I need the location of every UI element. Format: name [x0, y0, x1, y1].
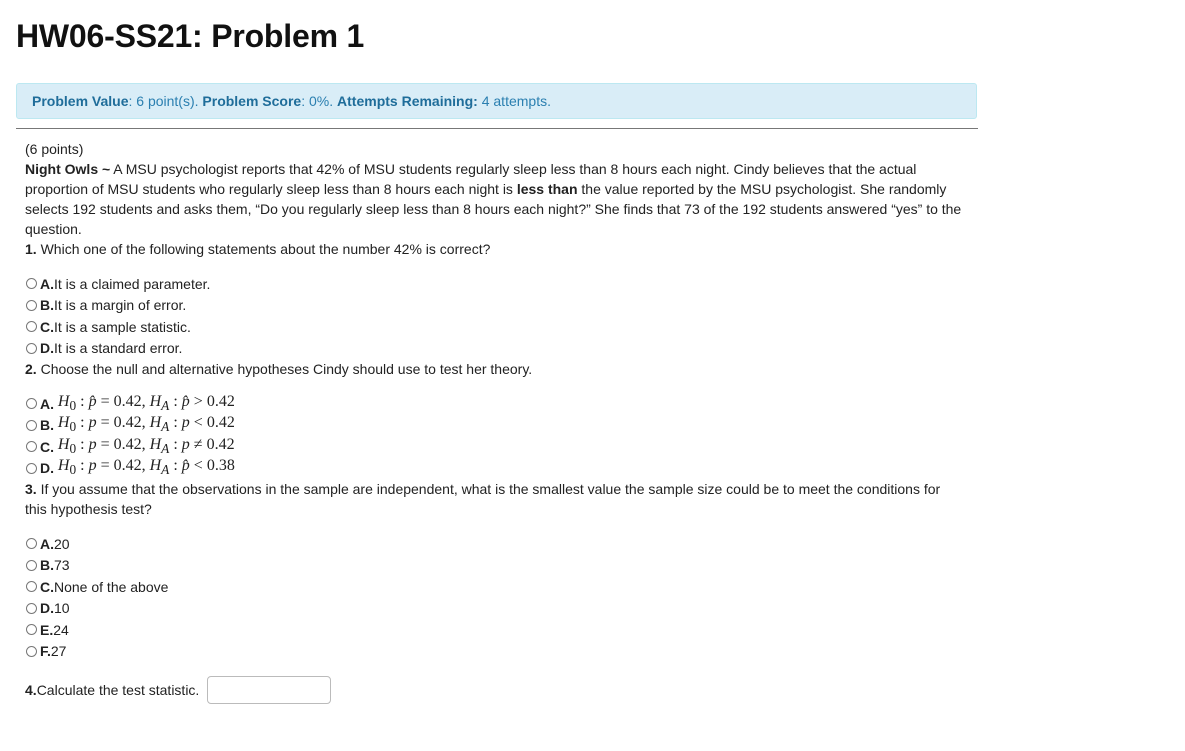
choice-letter: F. — [40, 643, 51, 660]
radio-button[interactable] — [26, 624, 37, 635]
choice-letter: A. — [40, 535, 54, 552]
radio-button[interactable] — [26, 646, 37, 657]
question-text: Which one of the following statements about the number 42% is correct? — [36, 241, 491, 257]
choice-text: 10 — [54, 600, 70, 617]
problem-info-box — [16, 83, 977, 119]
q3-choice-b[interactable] — [25, 555, 965, 577]
q3-choice-e[interactable] — [25, 619, 965, 641]
q1-choice-d[interactable] — [25, 338, 965, 360]
question-2 — [25, 359, 965, 379]
choice-text: 20 — [54, 535, 70, 552]
question-1-choices — [25, 273, 965, 359]
ha-operator: < — [193, 414, 203, 432]
q3-choice-c[interactable] — [25, 576, 965, 598]
choice-letter: B. — [40, 417, 54, 434]
problem-text-part2: the value reported by the MSU psychologist. She randomly selects 192 students and asks them, “Do you regularly sleep less than 8 hours each night?” She finds that 73 of the 192 students answered “yes” to the question. — [25, 181, 962, 237]
divider — [16, 128, 978, 129]
radio-button[interactable] — [26, 463, 37, 474]
radio-button[interactable] — [26, 343, 37, 354]
h0-variable: p — [88, 457, 97, 475]
ha-variable: p̂ — [181, 457, 190, 475]
q2-choice-b[interactable] — [25, 415, 965, 437]
question-number: 2. — [25, 361, 37, 377]
radio-button[interactable] — [26, 581, 37, 592]
question-number: 3. — [25, 481, 37, 497]
q3-choice-d[interactable] — [25, 598, 965, 620]
ha-variable: p — [181, 435, 190, 453]
choice-letter: D. — [40, 600, 54, 617]
question-3-choices — [25, 533, 965, 662]
question-number: 1. — [25, 241, 37, 257]
choice-text: 73 — [54, 557, 70, 574]
question-text: Choose the null and alternative hypotheses Cindy should use to test her theory. — [36, 361, 533, 377]
choice-text: It is a standard error. — [54, 340, 183, 357]
h0-value: 0.42 — [113, 392, 142, 410]
choice-text: None of the above — [54, 578, 169, 595]
radio-button[interactable] — [26, 441, 37, 452]
problem-score-label: Problem Score — [202, 93, 302, 109]
radio-button[interactable] — [26, 420, 37, 431]
ha-value: 0.42 — [206, 435, 235, 453]
question-2-choices — [25, 393, 965, 479]
radio-button[interactable] — [26, 603, 37, 614]
problem-emphasis: less than — [516, 181, 578, 197]
problem-topic: Night Owls ~ — [25, 161, 111, 177]
problem-points: (6 points) — [25, 141, 84, 157]
choice-text: 27 — [50, 643, 67, 660]
h0-value: 0.42 — [113, 414, 142, 432]
hypothesis-math: $H_0$ : p = 0.42, $H_A$ : p̂ < 0.38 — [57, 457, 235, 478]
q1-choice-a[interactable] — [25, 273, 965, 295]
choice-letter: D. — [40, 460, 54, 477]
problem-score-text: : 0%. — [301, 93, 338, 109]
ha-operator: ≠ — [193, 435, 203, 453]
attempts-remaining-label: Attempts Remaining: — [337, 93, 478, 109]
q3-choice-a[interactable] — [25, 533, 965, 555]
choice-letter: B. — [40, 297, 54, 314]
ha-value: 0.42 — [206, 414, 235, 432]
ha-variable: p — [181, 414, 190, 432]
radio-button[interactable] — [26, 560, 37, 571]
choice-letter: C. — [40, 578, 54, 595]
h0-variable: p̂ — [88, 392, 97, 410]
ha-value: 0.38 — [206, 457, 235, 475]
problem-value-text: : 6 point(s). — [128, 93, 203, 109]
choice-letter: A. — [40, 395, 54, 412]
radio-button[interactable] — [26, 278, 37, 289]
question-text: Calculate the test statistic. — [36, 682, 200, 698]
radio-button[interactable] — [26, 538, 37, 549]
choice-letter: D. — [40, 340, 54, 357]
question-number: 4. — [25, 682, 37, 698]
ha-operator: > — [193, 392, 203, 410]
choice-letter: C. — [40, 438, 54, 455]
choice-text: 24 — [53, 621, 69, 638]
choice-text: It is a claimed parameter. — [54, 275, 211, 292]
q2-choice-d[interactable] — [25, 458, 965, 480]
radio-button[interactable] — [26, 321, 37, 332]
q1-choice-c[interactable] — [25, 316, 965, 338]
question-text: If you assume that the observations in the sample are independent, what is the smallest value the sample size could be to meet the conditions for this hypothesis test? — [25, 481, 941, 517]
ha-value: 0.42 — [206, 392, 235, 410]
hypothesis-math: $H_0$ : p = 0.42, $H_A$ : p ≠ 0.42 — [57, 435, 235, 456]
choice-text: It is a sample statistic. — [54, 318, 191, 335]
radio-button[interactable] — [26, 398, 37, 409]
hypothesis-math: $H_0$ : p = 0.42, $H_A$ : p < 0.42 — [57, 414, 235, 435]
attempts-remaining-text: 4 attempts. — [477, 93, 551, 109]
h0-variable: p — [88, 414, 97, 432]
q3-choice-f[interactable] — [25, 641, 965, 663]
question-3 — [25, 479, 965, 519]
ha-operator: < — [193, 457, 203, 475]
choice-text: It is a margin of error. — [54, 297, 187, 314]
h0-value: 0.42 — [113, 457, 142, 475]
h0-value: 0.42 — [113, 435, 142, 453]
problem-content — [25, 139, 965, 704]
ha-variable: p̂ — [181, 392, 190, 410]
choice-letter: A. — [40, 275, 54, 292]
problem-value-label: Problem Value — [32, 93, 129, 109]
test-statistic-input[interactable] — [207, 676, 331, 704]
choice-letter: C. — [40, 318, 54, 335]
q1-choice-b[interactable] — [25, 295, 965, 317]
hypothesis-math: $H_0$ : p̂ = 0.42, $H_A$ : p̂ > 0.42 — [57, 392, 235, 413]
question-4 — [25, 676, 965, 704]
q2-choice-c[interactable] — [25, 436, 965, 458]
problem-text-part1: A MSU psychologist reports that 42% of MSU students regularly sleep less than 8 hours each night. Cindy believes that the actual proportion of MSU students who regularly sleep less than 8 hours each night is — [25, 161, 917, 197]
choice-letter: E. — [40, 621, 54, 638]
question-1 — [25, 239, 965, 259]
radio-button[interactable] — [26, 300, 37, 311]
problem-statement — [25, 159, 965, 239]
page-title: HW06-SS21: Problem 1 — [16, 18, 365, 54]
h0-variable: p — [88, 435, 97, 453]
q2-choice-a[interactable] — [25, 393, 965, 415]
choice-letter: B. — [40, 557, 54, 574]
